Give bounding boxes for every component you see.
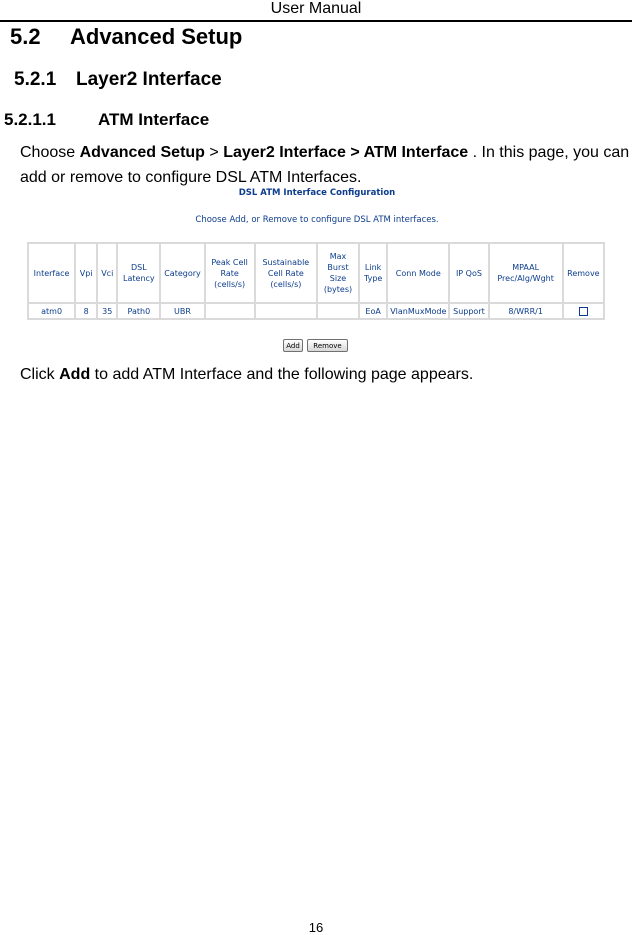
cell-ip-qos: Support xyxy=(449,303,488,319)
cell-sustainable-cell-rate xyxy=(255,303,317,319)
subsubsection-number: 5.2.1.1 xyxy=(4,110,56,129)
screenshot-subtitle: Choose Add, or Remove to configure DSL ATM interfaces. xyxy=(195,215,439,225)
followup-suffix: to add ATM Interface and the following page appears. xyxy=(90,366,474,383)
followup-prefix: Click xyxy=(20,366,60,383)
cell-vci: 35 xyxy=(97,303,117,319)
cell-vpi: 8 xyxy=(75,303,97,319)
intro-separator: > xyxy=(204,144,224,161)
remove-button[interactable]: Remove xyxy=(307,339,348,352)
screenshot-title: DSL ATM Interface Configuration xyxy=(238,188,396,198)
add-button[interactable]: Add xyxy=(283,339,303,352)
col-dsl-latency: DSL Latency xyxy=(117,243,160,303)
subsection-title: Layer2 Interface xyxy=(76,69,222,90)
cell-interface: atm0 xyxy=(28,303,75,319)
col-conn-mode: Conn Mode xyxy=(387,243,449,303)
page-number: 16 xyxy=(308,920,324,935)
header-title: User Manual xyxy=(270,0,362,17)
col-vpi: Vpi xyxy=(75,243,97,303)
cell-category: UBR xyxy=(160,303,204,319)
cell-max-burst-size xyxy=(317,303,359,319)
subsubsection-heading xyxy=(4,110,209,130)
col-mpaal: MPAAL Prec/Alg/Wght xyxy=(489,243,563,303)
cell-dsl-latency: Path0 xyxy=(117,303,160,319)
atm-config-screenshot xyxy=(27,185,607,357)
cell-mpaal: 8/WRR/1 xyxy=(489,303,563,319)
subsection-heading xyxy=(14,69,222,91)
section-title: Advanced Setup xyxy=(70,24,243,49)
col-max-burst-size: Max Burst Size (bytes) xyxy=(317,243,359,303)
intro-prefix: Choose xyxy=(20,144,80,161)
col-link-type: Link Type xyxy=(359,243,387,303)
cell-remove xyxy=(563,303,604,319)
col-category: Category xyxy=(160,243,204,303)
intro-path-advanced-setup: Advanced Setup xyxy=(79,144,205,161)
remove-checkbox[interactable] xyxy=(579,307,588,316)
subsubsection-title: ATM Interface xyxy=(98,110,210,129)
col-remove: Remove xyxy=(563,243,604,303)
intro-path-atm-interface: Layer2 Interface > ATM Interface xyxy=(223,144,469,161)
table-row xyxy=(28,303,604,319)
intro-paragraph xyxy=(20,140,630,190)
followup-paragraph xyxy=(20,362,630,387)
subsection-number: 5.2.1 xyxy=(14,69,57,90)
col-ip-qos: IP QoS xyxy=(449,243,488,303)
followup-add: Add xyxy=(59,366,91,383)
cell-peak-cell-rate xyxy=(205,303,255,319)
col-interface: Interface xyxy=(28,243,75,303)
table-header-row xyxy=(28,243,604,303)
page-header xyxy=(0,0,632,22)
cell-link-type: EoA xyxy=(359,303,387,319)
section-number: 5.2 xyxy=(10,24,41,49)
atm-interface-table xyxy=(27,242,605,320)
col-vci: Vci xyxy=(97,243,117,303)
cell-conn-mode: VlanMuxMode xyxy=(387,303,449,319)
intro-suffix: . In this page, you can add or remove to configure DSL ATM Interfaces. xyxy=(20,144,630,186)
col-sustainable-cell-rate: Sustainable Cell Rate (cells/s) xyxy=(255,243,317,303)
section-heading xyxy=(10,24,242,50)
col-peak-cell-rate: Peak Cell Rate (cells/s) xyxy=(205,243,255,303)
